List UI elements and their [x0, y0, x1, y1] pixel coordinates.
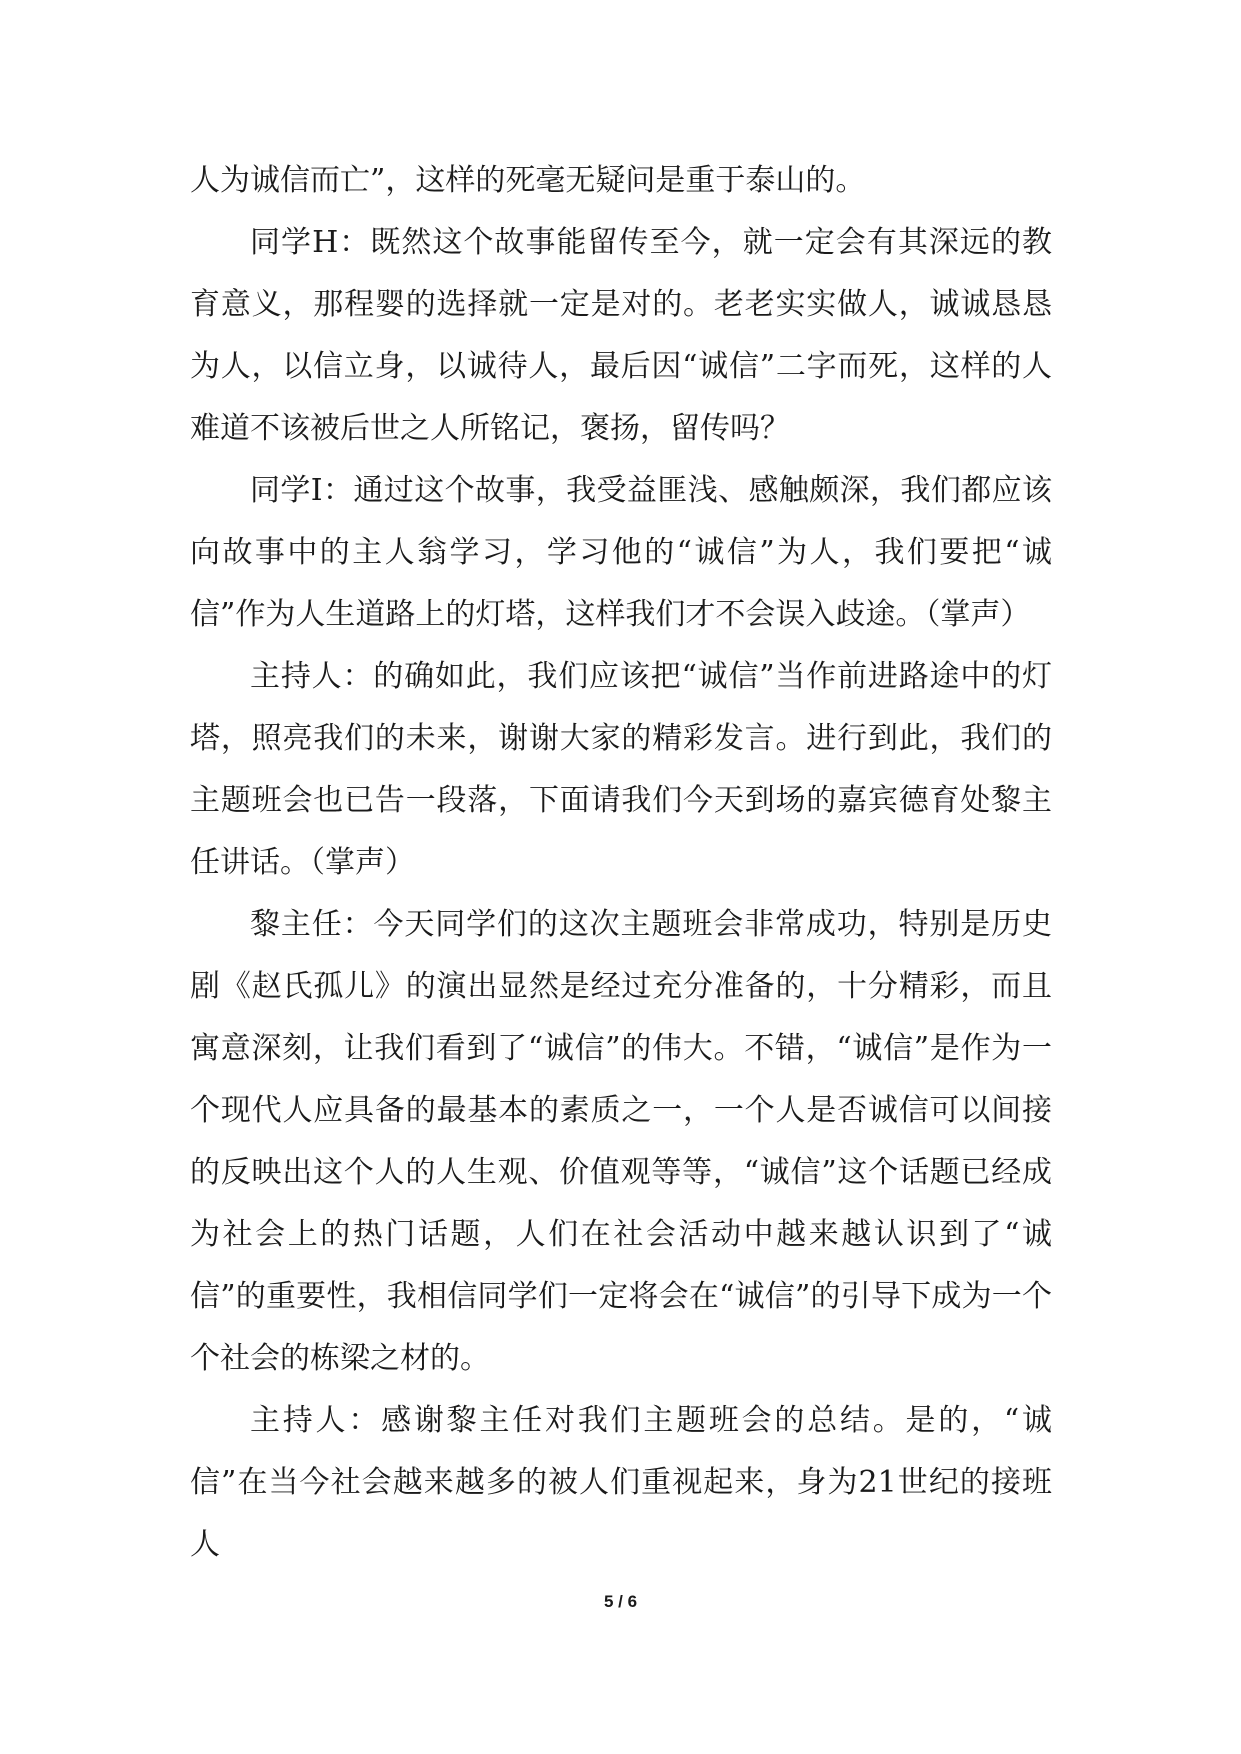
document-body — [190, 150, 1052, 1576]
paragraph-4: 主持人：的确如此，我们应该把“诚信”当作前进路途中的灯塔，照亮我们的未来，谢谢大家的精彩发言。进行到此，我们的主题班会也已告一段落，下面请我们今天到场的嘉宾德育处黎主任讲话。（掌声） — [190, 659, 1052, 880]
page-number: 5 / 6 — [603, 1592, 638, 1611]
paragraph-6: 主持人：感谢黎主任对我们主题班会的总结。是的，“诚信”在当今社会越来越多的被人们重视起来，身为21世纪的接班人 — [190, 1403, 1052, 1562]
paragraph-2: 同学H：既然这个故事能留传至今，就一定会有其深远的教育意义，那程婴的选择就一定是对的。老老实实做人，诚诚恳恳为人，以信立身，以诚待人，最后因“诚信”二字而死，这样的人难道不该被后世之人所铭记，褒扬，留传吗？ — [190, 225, 1052, 446]
paragraph-3: 同学I：通过这个故事，我受益匪浅、感触颇深，我们都应该向故事中的主人翁学习，学习他的“诚信”为人，我们要把“诚信”作为人生道路上的灯塔，这样我们才不会误入歧途。（掌声） — [190, 473, 1052, 632]
paragraph-5: 黎主任：今天同学们的这次主题班会非常成功，特别是历史剧《赵氏孤儿》的演出显然是经过充分准备的，十分精彩，而且寓意深刻，让我们看到了“诚信”的伟大。不错，“诚信”是作为一个现代人应具备的最基本的素质之一，一个人是否诚信可以间接的反映出这个人的人生观、价值观等等，“诚信”这个话题已经成为社会上的热门话题，人们在社会活动中越来越认识到了“诚信”的重要性，我相信同学们一定将会在“诚信”的引导下成为一个个社会的栋梁之材的。 — [190, 907, 1052, 1376]
paragraph-1: 人为诚信而亡”，这样的死毫无疑问是重于泰山的。 — [190, 163, 866, 198]
